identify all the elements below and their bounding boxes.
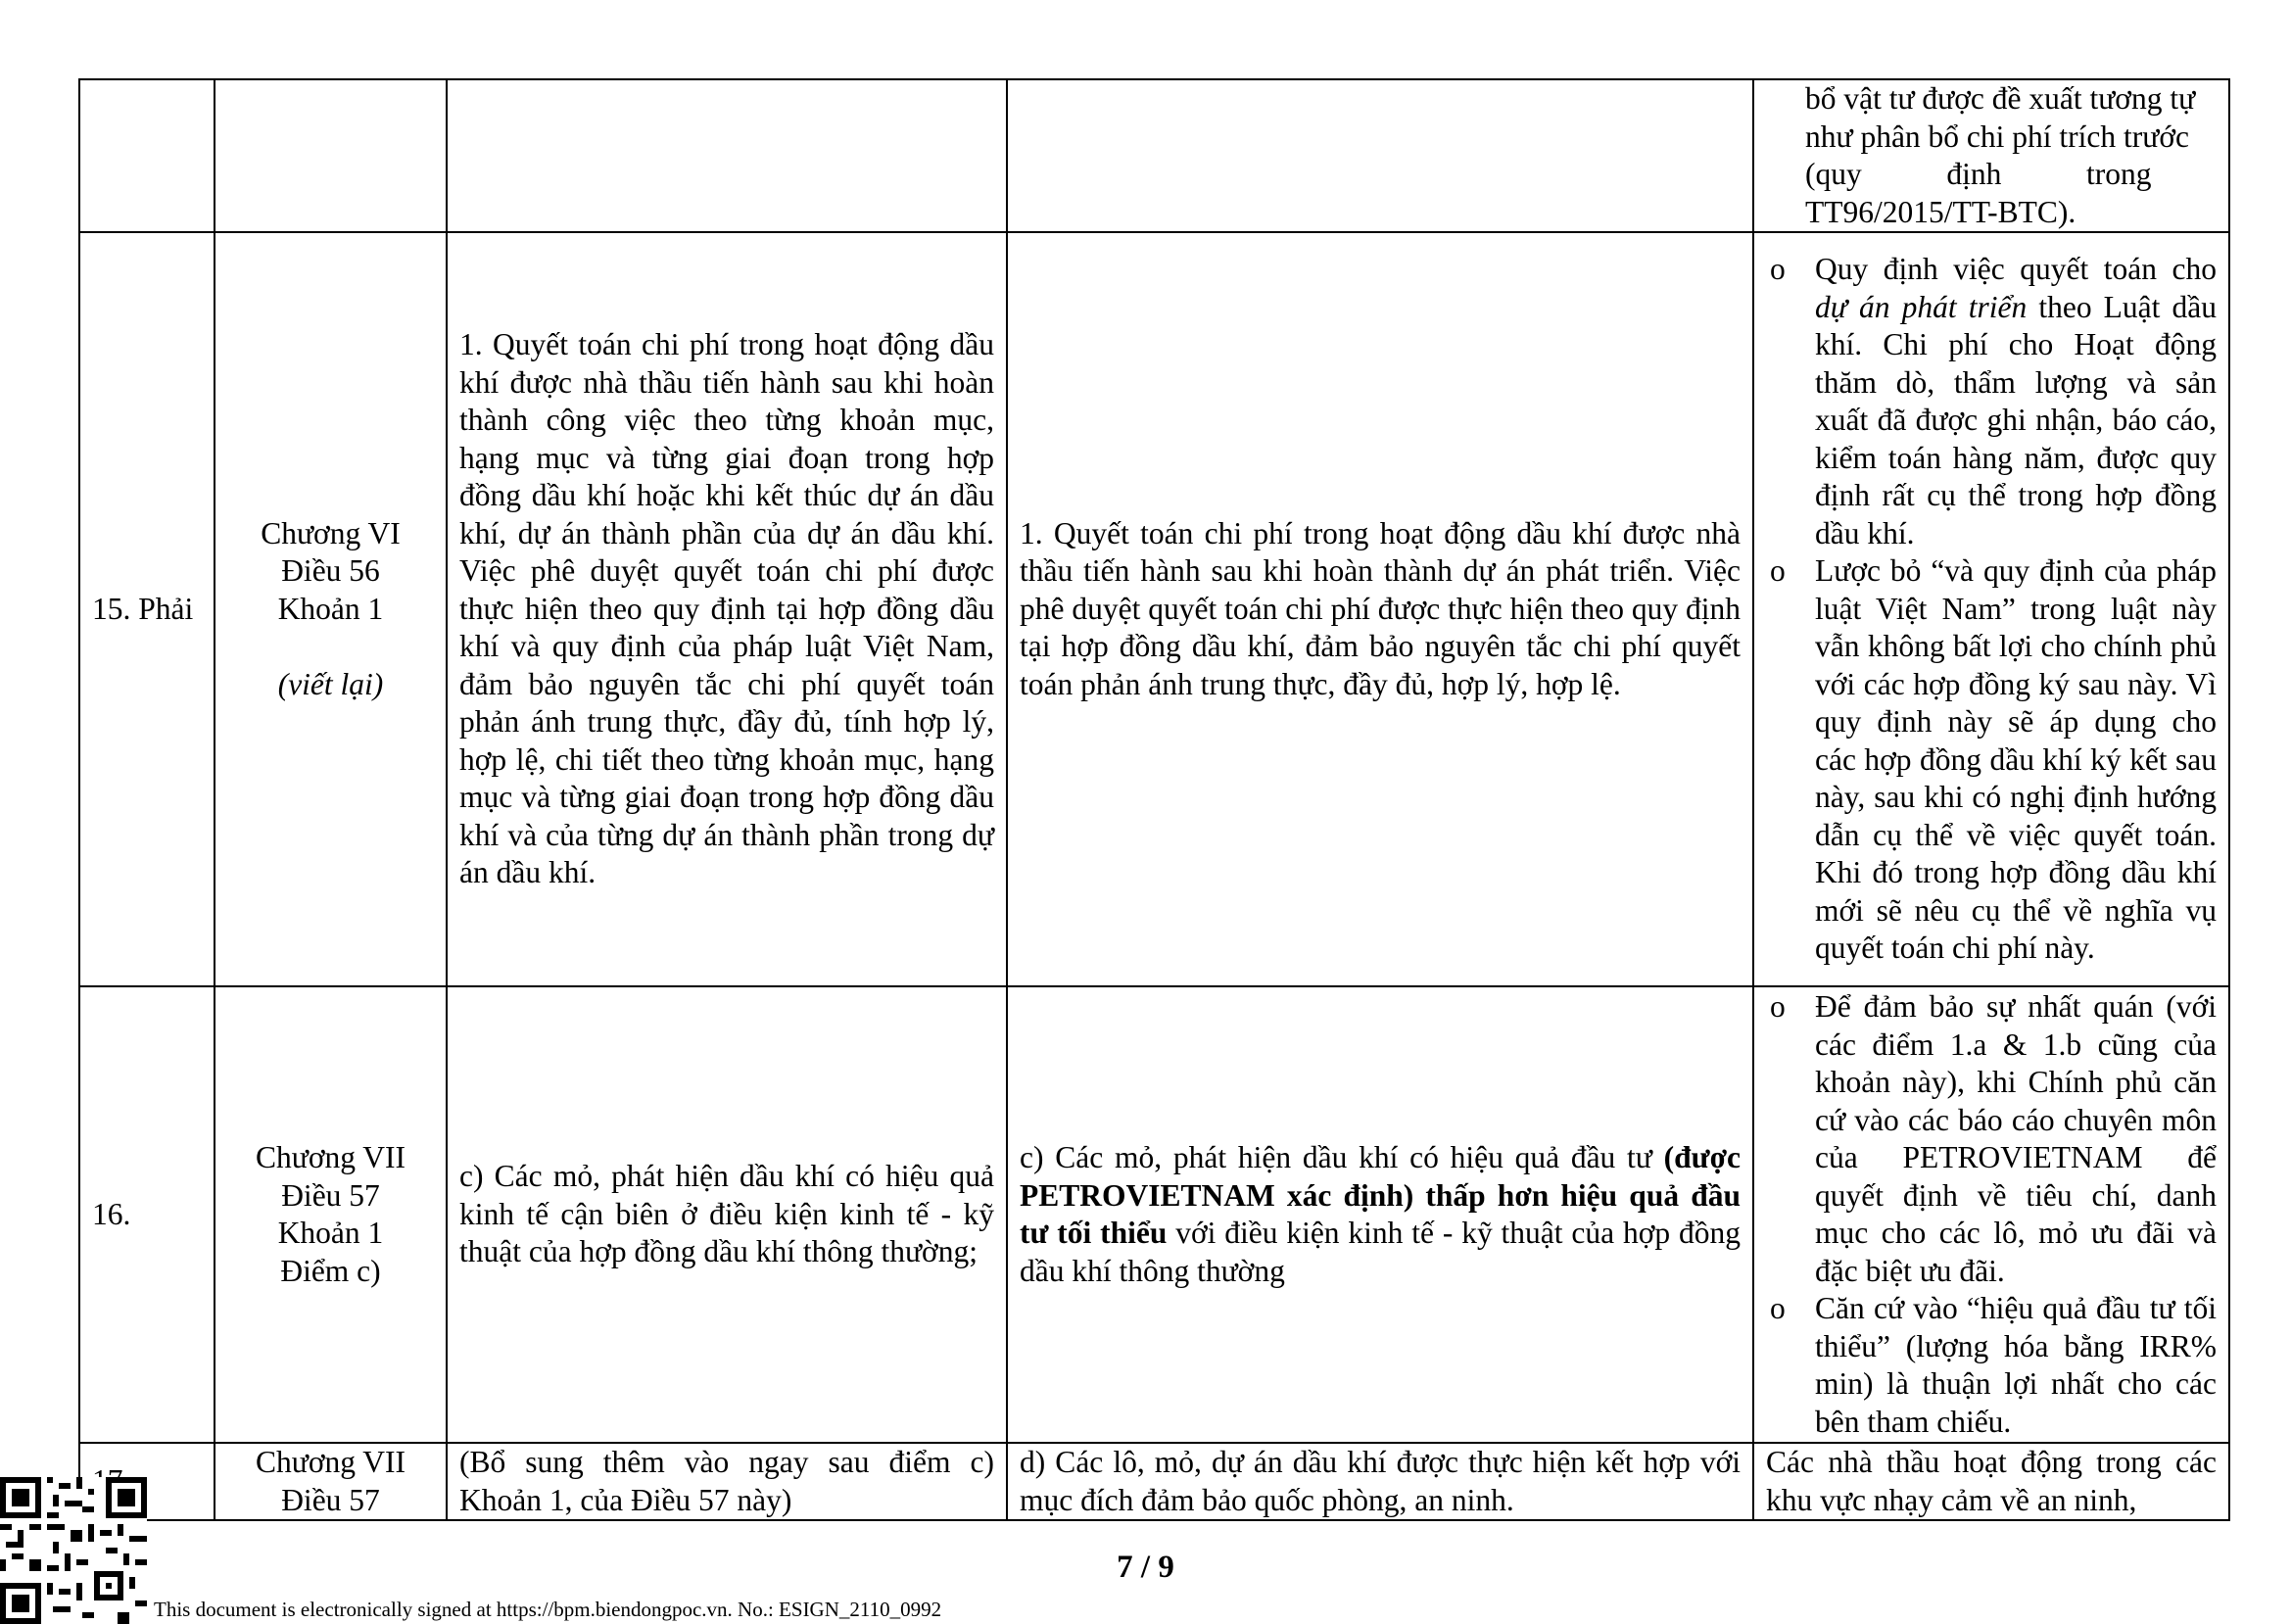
comment-cell [1753,79,2229,232]
comment-bullet: o Để đảm bảo sự nhất quán (với các điểm 1.a & 1.b cũng của khoản này), khi Chính phủ căn cứ vào các báo cáo chuyên môn của PETROVIETNAM để quyết định về tiêu chí, danh mục cho các lô, mỏ ưu đãi và đặc biệt ưu đãi. [1766,988,2217,1290]
article-line: Điều 56 [281,553,380,589]
comparison-table [78,78,2230,1521]
row-number-cell: 16. [79,986,215,1443]
article-line: Khoản 1 [277,591,384,626]
table-row [79,1443,2229,1520]
qr-code-icon [0,1477,147,1624]
article-line: Chương VII [255,1445,406,1479]
proposed-text-cell: c) Các mỏ, phát hiện dầu khí có hiệu quả đầu tư (được PETROVIETNAM xác định) thấp hơn hiệu quả đầu tư tối thiểu với điều kiện kinh tế - kỹ thuật của hợp đồng dầu khí thông thường [1007,986,1753,1443]
proposed-text-cell: d) Các lô, mỏ, dự án dầu khí được thực hiện kết hợp với mục đích đảm bảo quốc phòng, an ninh. [1007,1443,1753,1520]
proposed-text-cell [1007,79,1753,232]
article-cell [215,232,447,986]
article-cell [215,1443,447,1520]
article-line: Điều 57 [281,1177,380,1213]
comment-bullet: o Căn cứ vào “hiệu quả đầu tư tối thiểu” (lượng hóa bằng IRR% min) là thuận lợi nhất cho các bên tham chiếu. [1766,1290,2217,1441]
article-cell [215,79,447,232]
proposed-text-cell: 1. Quyết toán chi phí trong hoạt động dầu khí được nhà thầu tiến hành sau khi hoàn thành dự án phát triển. Việc phê duyệt quyết toán chi phí được thực hiện theo quy định tại hợp đồng dầu khí, đảm bảo nguyên tắc chi phí quyết toán phản ánh trung thực, đầy đủ, hợp lý, hợp lệ. [1007,232,1753,986]
current-text-cell: c) Các mỏ, phát hiện dầu khí có hiệu quả kinh tế cận biên ở điều kiện kinh tế - kỹ thuật của hợp đồng dầu khí thông thường; [447,986,1007,1443]
page-number: 7 / 9 [1117,1550,1174,1585]
article-line: Khoản 1 [277,1216,384,1250]
comment-line: bổ vật tư được đề xuất tương tự [1805,81,2196,116]
article-line: Chương VII [255,1140,406,1174]
row-number-cell: 15. Phải [79,232,215,986]
article-line: Điều 57 [281,1482,380,1517]
table-row [79,986,2229,1443]
comment-cell [1753,986,2229,1443]
e-signature-note: This document is electronically signed at https://bpm.biendongpoc.vn. No.: ESIGN_2110_0992 [154,1598,942,1621]
comment-line: TT96/2015/TT-BTC). [1805,194,2076,229]
comment-bullets [1766,251,2217,968]
row-number-cell [79,79,215,232]
current-text-cell: (Bổ sung thêm vào ngay sau điểm c) Khoản 1, của Điều 57 này) [447,1443,1007,1520]
comment-bullet: o Lược bỏ “và quy định của pháp luật Việt Nam” trong luật này vẫn không bất lợi cho chính phủ với các hợp đồng ký sau này. Vì quy định này sẽ áp dụng cho các hợp đồng dầu khí ký kết sau này, sau khi có nghị định hướng dẫn cụ thể về việc quyết toán. Khi đó trong hợp đồng dầu khí mới sẽ nêu cụ thể về nghĩa vụ quyết toán chi phí này. [1766,552,2217,968]
article-line: Chương VI [261,515,401,550]
table-row [79,79,2229,232]
comment-cell [1753,232,2229,986]
article-line: Điểm c) [280,1253,381,1288]
article-cell [215,986,447,1443]
current-text-cell [447,79,1007,232]
comment-line: như phân bổ chi phí trích trước [1805,119,2189,154]
table-row [79,232,2229,986]
comment-cell: Các nhà thầu hoạt động trong các khu vực nhạy cảm về an ninh, [1753,1443,2229,1520]
article-note: (viết lại) [277,666,384,701]
article-line [227,628,434,666]
comment-bullets [1766,988,2217,1441]
current-text-cell: 1. Quyết toán chi phí trong hoạt động dầu khí được nhà thầu tiến hành sau khi hoàn thành công việc theo từng khoản mục, hạng mục và từng giai đoạn trong hợp đồng dầu khí hoặc khi kết thúc dự án dầu khí, dự án thành phần của dự án dầu khí. Việc phê duyệt quyết toán chi phí được thực hiện theo quy định tại hợp đồng dầu khí và quy định của pháp luật Việt Nam, đảm bảo nguyên tắc chi phí quyết toán phản ánh trung thực, đầy đủ, tính hợp lý, hợp lệ, chi tiết theo từng khoản mục, hạng mục và từng giai đoạn trong hợp đồng dầu khí và của từng dự án thành phần trong dự án dầu khí. [447,232,1007,986]
comment-line: (quy định trong [1805,157,2152,191]
comment-bullet: o Quy định việc quyết toán cho dự án phát triển theo Luật dầu khí. Chi phí cho Hoạt động thăm dò, thẩm lượng và sản xuất đã được ghi nhận, báo cáo, kiểm toán hàng năm, được quy định rất cụ thể trong hợp đồng dầu khí. [1766,251,2217,552]
